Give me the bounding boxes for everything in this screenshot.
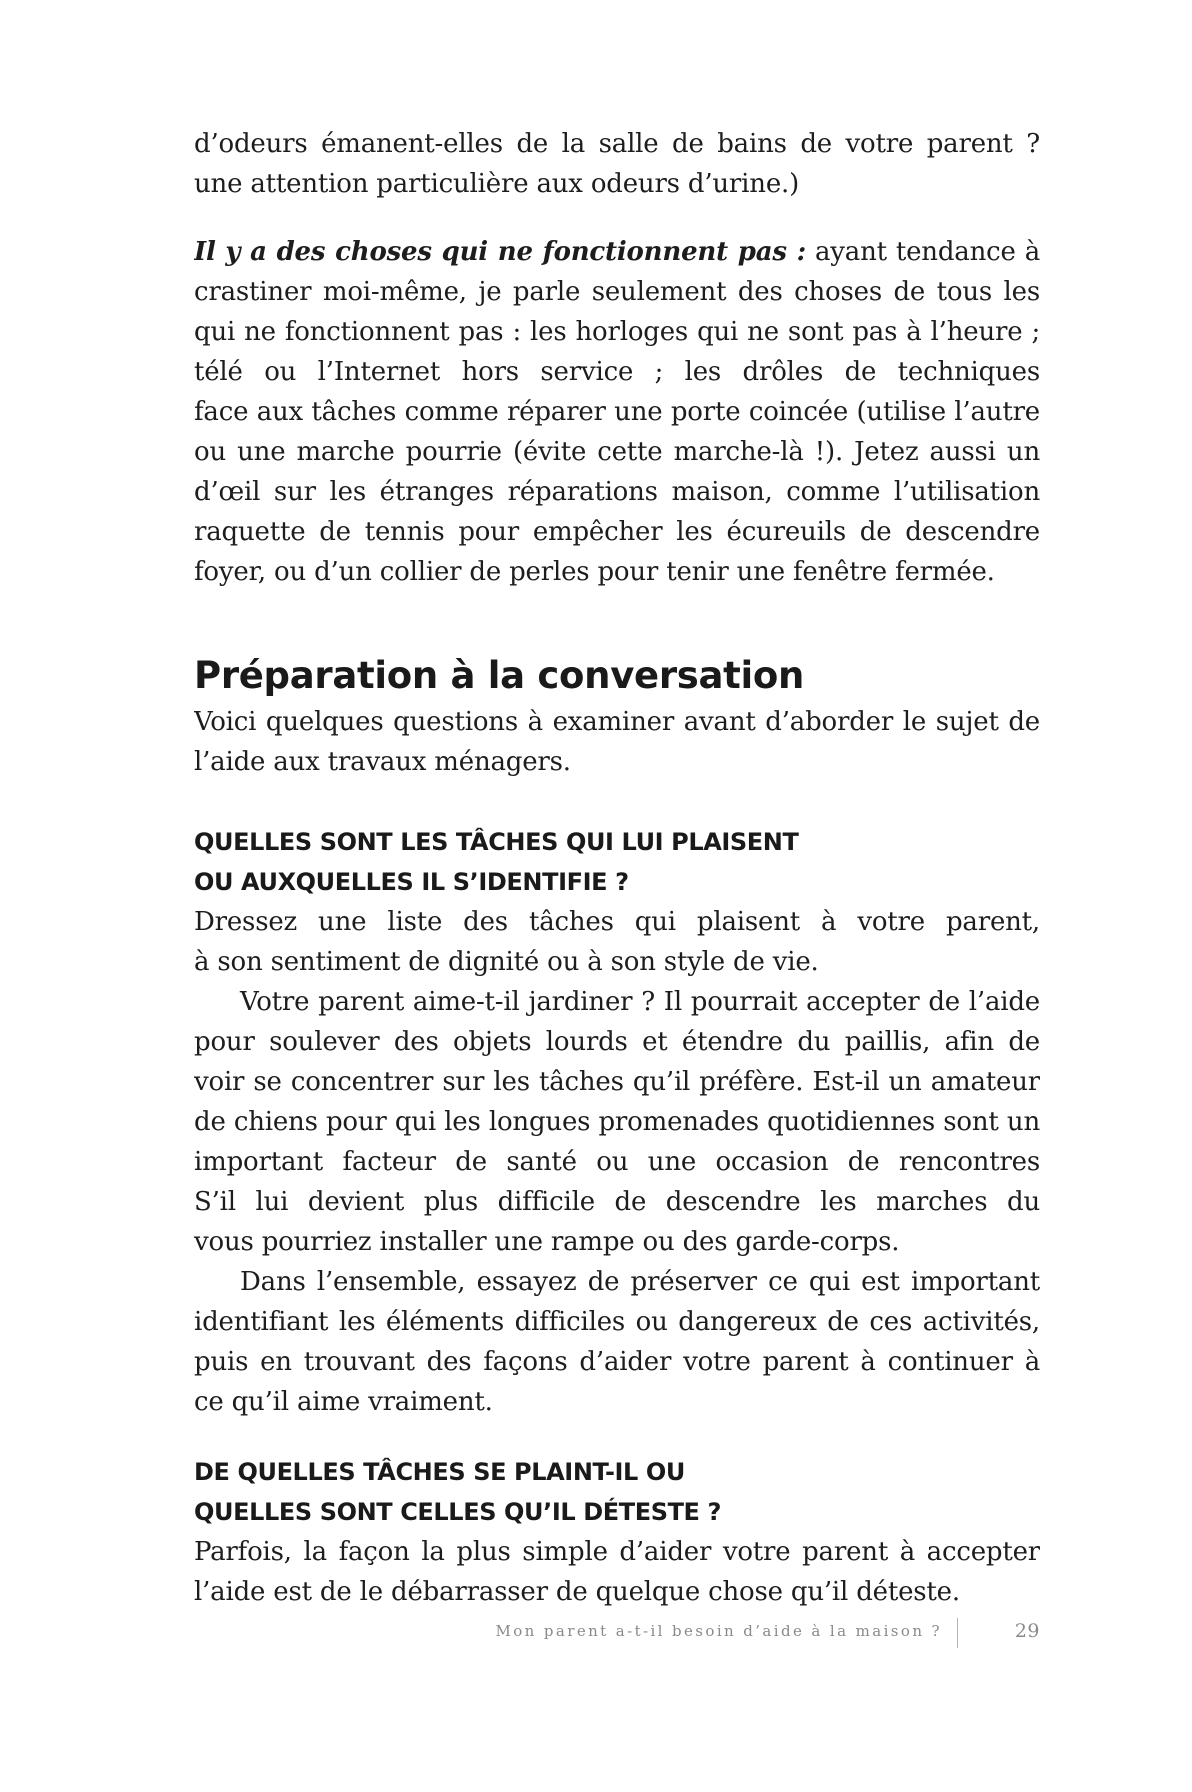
paragraph-line: raquette de tennis pour empêcher les écureuils de descendre (194, 517, 1040, 547)
subheading-line: QUELLES SONT LES TÂCHES QUI LUI PLAISENT (194, 828, 799, 856)
paragraph-line: Parfois, la façon la plus simple d’aider votre parent à accepter (194, 1537, 1040, 1567)
paragraph-line: l’aide est de le débarrasser de quelque chose qu’il déteste. (194, 1577, 960, 1607)
paragraph-line: d’œil sur les étranges réparations maison, comme l’utilisation (194, 477, 1040, 507)
paragraph-line: face aux tâches comme réparer une porte coincée (utilise l’autre (194, 397, 1040, 427)
paragraph-line: puis en trouvant des façons d’aider votre parent à continuer à (194, 1347, 1040, 1377)
paragraph-line: ou une marche pourrie (évite cette marche-là !). Jetez aussi un (194, 437, 1040, 467)
paragraph-line: l’aide aux travaux ménagers. (194, 747, 571, 777)
subheading-line: OU AUXQUELLES IL S’IDENTIFIE ? (194, 868, 629, 896)
question-2-heading (194, 1452, 1040, 1532)
question-1-heading (194, 822, 1040, 902)
page-number: 29 (1014, 1620, 1040, 1642)
broken-things-lead: Il y a des choses qui ne fonctionnent pas : (194, 237, 806, 267)
intro-paragraph (194, 124, 1040, 204)
footer-divider (957, 1618, 958, 1648)
paragraph-line: à son sentiment de dignité ou à son style de vie. (194, 947, 819, 977)
page-footer (480, 1618, 1040, 1648)
paragraph-line: ce qu’il aime vraiment. (194, 1387, 493, 1417)
paragraph-line: pour soulever des objets lourds et étendre du paillis, afin de (194, 1027, 1040, 1057)
paragraph-line: foyer, ou d’un collier de perles pour tenir une fenêtre fermée. (194, 557, 995, 587)
paragraph-line: Votre parent aime-t-il jardiner ? Il pourrait accepter de l’aide (240, 987, 1040, 1017)
question-2-body (194, 1532, 1040, 1612)
paragraph-line: vous pourriez installer une rampe ou des garde-corps. (194, 1227, 900, 1257)
running-title: Mon parent a-t-il besoin d’aide à la maison ? (495, 1622, 942, 1640)
intro-line: d’odeurs émanent-elles de la salle de bains de votre parent ? (194, 129, 1040, 159)
paragraph-line: qui ne fonctionnent pas : les horloges qui ne sont pas à l’heure ; (194, 317, 1040, 347)
section-heading: Préparation à la conversation (194, 654, 805, 697)
section-intro (194, 702, 1040, 782)
question-1-body (194, 902, 1040, 1422)
paragraph-line: Dressez une liste des tâches qui plaisent à votre parent, (194, 907, 1040, 937)
paragraph-line: Voici quelques questions à examiner avant d’aborder le sujet de (194, 707, 1040, 737)
paragraph-line: crastiner moi-même, je parle seulement des choses de tous les (194, 277, 1040, 307)
broken-things-first-line (194, 232, 1040, 272)
subheading-line: DE QUELLES TÂCHES SE PLAINT-IL OU (194, 1458, 685, 1486)
paragraph-line: S’il lui devient plus difficile de descendre les marches du (194, 1187, 1040, 1217)
paragraph-line: identifiant les éléments difficiles ou dangereux de ces activités, (194, 1307, 1040, 1337)
broken-things-first-line-rest: ayant tendance à (814, 237, 1040, 267)
intro-line: une attention particulière aux odeurs d’urine.) (194, 169, 800, 199)
paragraph-line: de chiens pour qui les longues promenades quotidiennes sont un (194, 1107, 1040, 1137)
subheading-line: QUELLES SONT CELLES QU’IL DÉTESTE ? (194, 1498, 722, 1526)
paragraph-line: télé ou l’Internet hors service ; les drôles de techniques (194, 357, 1040, 387)
paragraph-line: important facteur de santé ou une occasion de rencontres (194, 1147, 1040, 1177)
paragraph-line: Dans l’ensemble, essayez de préserver ce qui est important (240, 1267, 1040, 1297)
paragraph-line: voir se concentrer sur les tâches qu’il préfère. Est-il un amateur (194, 1067, 1040, 1097)
broken-things-paragraph (194, 232, 1040, 592)
